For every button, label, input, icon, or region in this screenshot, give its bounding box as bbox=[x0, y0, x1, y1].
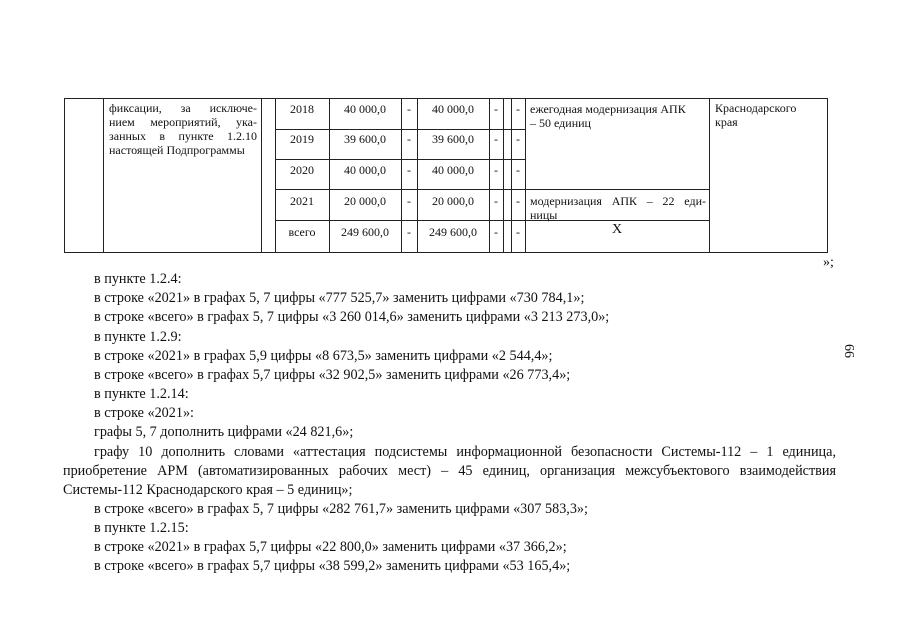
cell-year: 2020 bbox=[290, 163, 314, 177]
measure-description bbox=[109, 101, 257, 157]
cell-total: 40 000,0 bbox=[344, 163, 386, 177]
budget-table bbox=[64, 98, 828, 253]
result-total-mark: X bbox=[611, 222, 623, 237]
cell-federal: - bbox=[407, 225, 411, 239]
closing-quote: »; bbox=[823, 255, 834, 270]
cell-total: 249 600,0 bbox=[341, 225, 389, 239]
executor bbox=[715, 101, 825, 129]
paragraph: графы 5, 7 дополнить цифрами «24 821,6»; bbox=[94, 424, 354, 440]
result-2021 bbox=[530, 194, 706, 222]
cell-federal: - bbox=[407, 194, 411, 208]
cell-regional: 39 600,0 bbox=[432, 132, 474, 146]
result-line: модернизация АПК – 22 еди- bbox=[530, 194, 706, 208]
cell-year: 2021 bbox=[290, 194, 314, 208]
cell-extra: - bbox=[516, 102, 520, 116]
paragraph: Системы-112 Краснодарского края – 5 единиц»; bbox=[63, 482, 353, 498]
measure-line: занных в пункте 1.2.10 bbox=[109, 129, 257, 143]
cell-federal: - bbox=[407, 132, 411, 146]
paragraph: в строке «2021» в графах 5, 7 цифры «777 525,7» заменить цифрами «730 784,1»; bbox=[94, 290, 585, 306]
cell-extra: - bbox=[516, 132, 520, 146]
result-line: – 50 единиц bbox=[530, 116, 591, 130]
cell-extra: - bbox=[516, 163, 520, 177]
measure-line: настоящей Подпрограммы bbox=[109, 143, 245, 157]
paragraph: в строке «2021»: bbox=[94, 405, 194, 421]
paragraph: приобретение АРМ (автоматизированных рабочих мест) – 45 единиц, организация межсубъектового взаимодействия bbox=[63, 463, 836, 479]
result-line: ежегодная модернизация АПК bbox=[530, 102, 686, 116]
executor-line: Краснодарского bbox=[715, 101, 797, 115]
result-annual bbox=[530, 102, 706, 130]
measure-line: нием мероприятий, ука- bbox=[109, 115, 257, 129]
cell-regional: 40 000,0 bbox=[432, 163, 474, 177]
cell-total: 20 000,0 bbox=[344, 194, 386, 208]
paragraph: графу 10 дополнить словами «аттестация подсистемы информационной безопасности Системы-112 – 1 единица, bbox=[94, 444, 836, 460]
paragraph: в строке «всего» в графах 5,7 цифры «32 902,5» заменить цифрами «26 773,4»; bbox=[94, 367, 571, 383]
paragraph: в пункте 1.2.15: bbox=[94, 520, 189, 536]
cell-year: 2019 bbox=[290, 132, 314, 146]
paragraph: в пункте 1.2.14: bbox=[94, 386, 189, 402]
cell-local: - bbox=[494, 163, 498, 177]
cell-federal: - bbox=[407, 163, 411, 177]
cell-regional: 40 000,0 bbox=[432, 102, 474, 116]
cell-extra: - bbox=[516, 225, 520, 239]
paragraph: в строке «всего» в графах 5,7 цифры «38 599,2» заменить цифрами «53 165,4»; bbox=[94, 558, 571, 574]
cell-year: всего bbox=[288, 225, 316, 239]
paragraph: в пункте 1.2.4: bbox=[94, 271, 182, 287]
page-number: 66 bbox=[841, 344, 856, 358]
cell-federal: - bbox=[407, 102, 411, 116]
cell-total: 39 600,0 bbox=[344, 132, 386, 146]
executor-line: края bbox=[715, 115, 738, 129]
paragraph: в пункте 1.2.9: bbox=[94, 329, 182, 345]
paragraph: в строке «2021» в графах 5,7 цифры «22 800,0» заменить цифрами «37 366,2»; bbox=[94, 539, 567, 555]
paragraph: в строке «2021» в графах 5,9 цифры «8 673,5» заменить цифрами «2 544,4»; bbox=[94, 348, 553, 364]
measure-line: фиксации, за исключе- bbox=[109, 101, 257, 115]
paragraph: в строке «всего» в графах 5, 7 цифры «282 761,7» заменить цифрами «307 583,3»; bbox=[94, 501, 588, 517]
cell-total: 40 000,0 bbox=[344, 102, 386, 116]
result-line: ницы bbox=[530, 208, 558, 222]
cell-regional: 249 600,0 bbox=[429, 225, 477, 239]
cell-year: 2018 bbox=[290, 102, 314, 116]
cell-local: - bbox=[494, 225, 498, 239]
cell-local: - bbox=[494, 194, 498, 208]
cell-local: - bbox=[494, 102, 498, 116]
cell-regional: 20 000,0 bbox=[432, 194, 474, 208]
cell-extra: - bbox=[516, 194, 520, 208]
paragraph: в строке «всего» в графах 5, 7 цифры «3 260 014,6» заменить цифрами «3 213 273,0»; bbox=[94, 309, 610, 325]
cell-local: - bbox=[494, 132, 498, 146]
